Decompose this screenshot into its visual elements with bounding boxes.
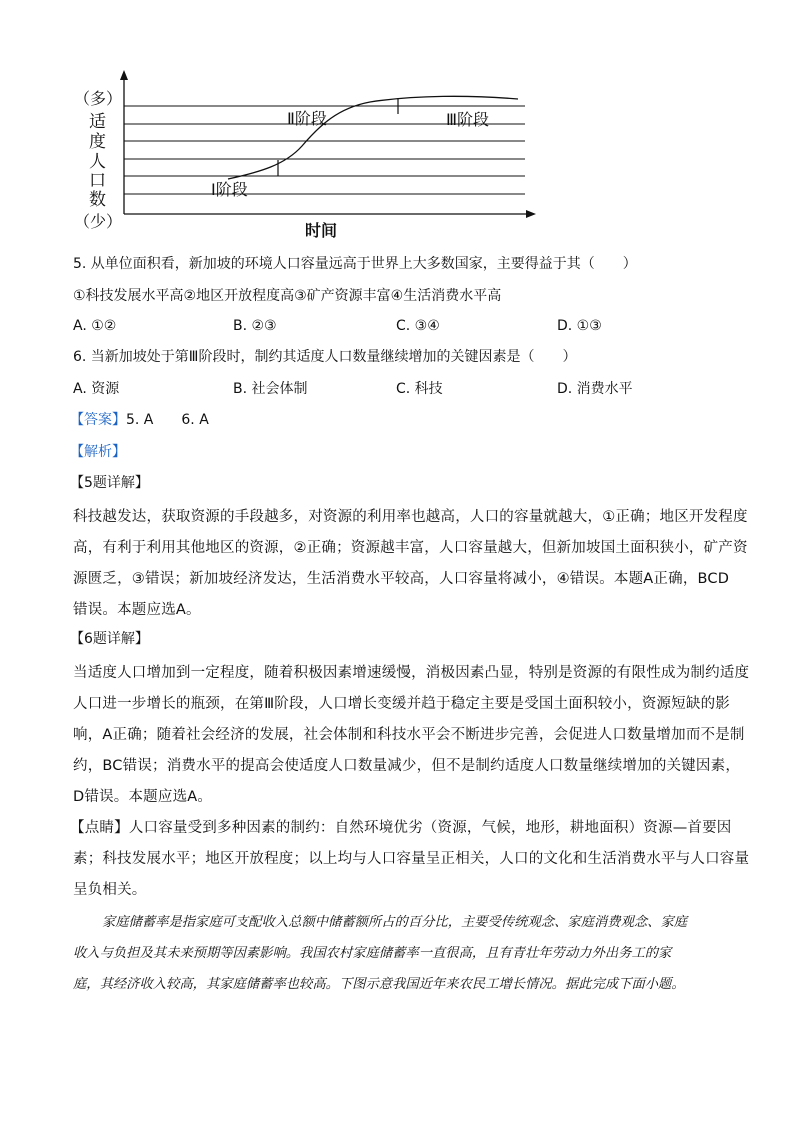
detail5-line: 错误。本题应选A。 xyxy=(73,602,201,618)
q5-option-c: C. ③④ xyxy=(396,318,440,334)
y-axis-label-more: （多） xyxy=(74,89,123,108)
q6-option-b: B. 社会体制 xyxy=(233,381,308,397)
detail6-line: 响，A正确；随着社会经济的发展，社会体制和科技水平会不断进步完善，会促进人口数量增加而不是制 xyxy=(73,727,745,743)
y-axis-label-char: 口 xyxy=(89,171,106,191)
population-stage-figure xyxy=(70,68,540,243)
answer-text: 5. A 6. A xyxy=(126,412,209,428)
material-line: 庭，其经济收入较高，其家庭储蓄率也较高。下图示意我国近年来农民工增长情况。据此完成下面小题。 xyxy=(73,977,685,992)
tip-text: 人口容量受到多种因素的制约：自然环境优劣（资源，气候，地形，耕地面积）资源—首要因 xyxy=(128,820,732,836)
tip-line-1 xyxy=(70,816,732,837)
y-axis-label-less: （少） xyxy=(74,212,123,231)
detail5-line: 科技越发达，获取资源的手段越多，对资源的利用率也越高，人口的容量就越大，①正确；地区开发程度 xyxy=(73,509,748,525)
detail5-line: 高，有利于利用其他地区的资源，②正确；资源越丰富，人口容量越大，但新加坡国土面积狭小，矿产资 xyxy=(73,540,748,556)
y-axis-label-char: 数 xyxy=(89,190,106,210)
stage-2-label: Ⅱ阶段 xyxy=(287,109,327,128)
tip-tag: 【点睛】 xyxy=(70,820,129,836)
q6-option-a: A. 资源 xyxy=(73,381,120,397)
stage-1-label: Ⅰ阶段 xyxy=(211,180,248,199)
figure-svg xyxy=(70,68,540,243)
stage-3-label: Ⅲ阶段 xyxy=(446,110,490,129)
y-axis-label-char: 度 xyxy=(89,132,106,152)
q5-option-a: A. ①② xyxy=(73,318,117,334)
x-axis-label: 时间 xyxy=(305,221,338,240)
q5-option-d: D. ①③ xyxy=(557,318,602,334)
material-line: 收入与负担及其未来预期等因素影响。我国农村家庭储蓄率一直很高，且有青壮年劳动力外出务工的家 xyxy=(73,946,672,961)
detail6-line: 当适度人口增加到一定程度，随着积极因素增速缓慢，消极因素凸显，特别是资源的有限性成为制约适度 xyxy=(73,665,750,681)
y-axis-label-char: 适 xyxy=(89,112,106,132)
detail6-tag: 【6题详解】 xyxy=(70,631,149,647)
analysis-tag: 【解析】 xyxy=(70,444,126,460)
x-axis-arrow xyxy=(526,210,536,218)
answer-line xyxy=(70,410,209,430)
detail6-line: 约，BC错误；消费水平的提高会使适度人口数量减少，但不是制约适度人口数量继续增加的关键因素， xyxy=(73,758,741,774)
q6-option-d: D. 消费水平 xyxy=(557,381,633,397)
q6-stem: 6. 当新加坡处于第Ⅲ阶段时，制约其适度人口数量继续增加的关键因素是（ ） xyxy=(73,349,577,365)
q5-items: ①科技发展水平高②地区开放程度高③矿产资源丰富④生活消费水平高 xyxy=(73,288,502,304)
detail5-tag: 【5题详解】 xyxy=(70,475,149,491)
y-axis-label-char: 人 xyxy=(89,152,106,172)
detail5-line: 源匮乏，③错误；新加坡经济发达，生活消费水平较高，人口容量将减小，④错误。本题A正确，BCD xyxy=(73,571,730,587)
material-line: 家庭储蓄率是指家庭可支配收入总额中储蓄额所占的百分比，主要受传统观念、家庭消费观念、家庭 xyxy=(102,915,688,930)
q5-stem: 5. 从单位面积看，新加坡的环境人口容量远高于世界上大多数国家，主要得益于其（ ） xyxy=(73,256,637,272)
tip-line: 呈负相关。 xyxy=(73,882,147,898)
answer-tag: 【答案】 xyxy=(70,412,126,428)
q6-option-c: C. 科技 xyxy=(396,381,443,397)
y-axis-arrow xyxy=(120,70,128,80)
tip-line: 素；科技发展水平；地区开放程度；以上均与人口容量呈正相关，人口的文化和生活消费水平与人口容量 xyxy=(73,851,750,867)
q5-option-b: B. ②③ xyxy=(233,318,277,334)
detail6-line: 人口进一步增长的瓶颈，在第Ⅲ阶段，人口增长变缓并趋于稳定主要是受国土面积较小，资源短缺的影 xyxy=(73,696,730,712)
detail6-line: D错误。本题应选A。 xyxy=(73,789,213,805)
